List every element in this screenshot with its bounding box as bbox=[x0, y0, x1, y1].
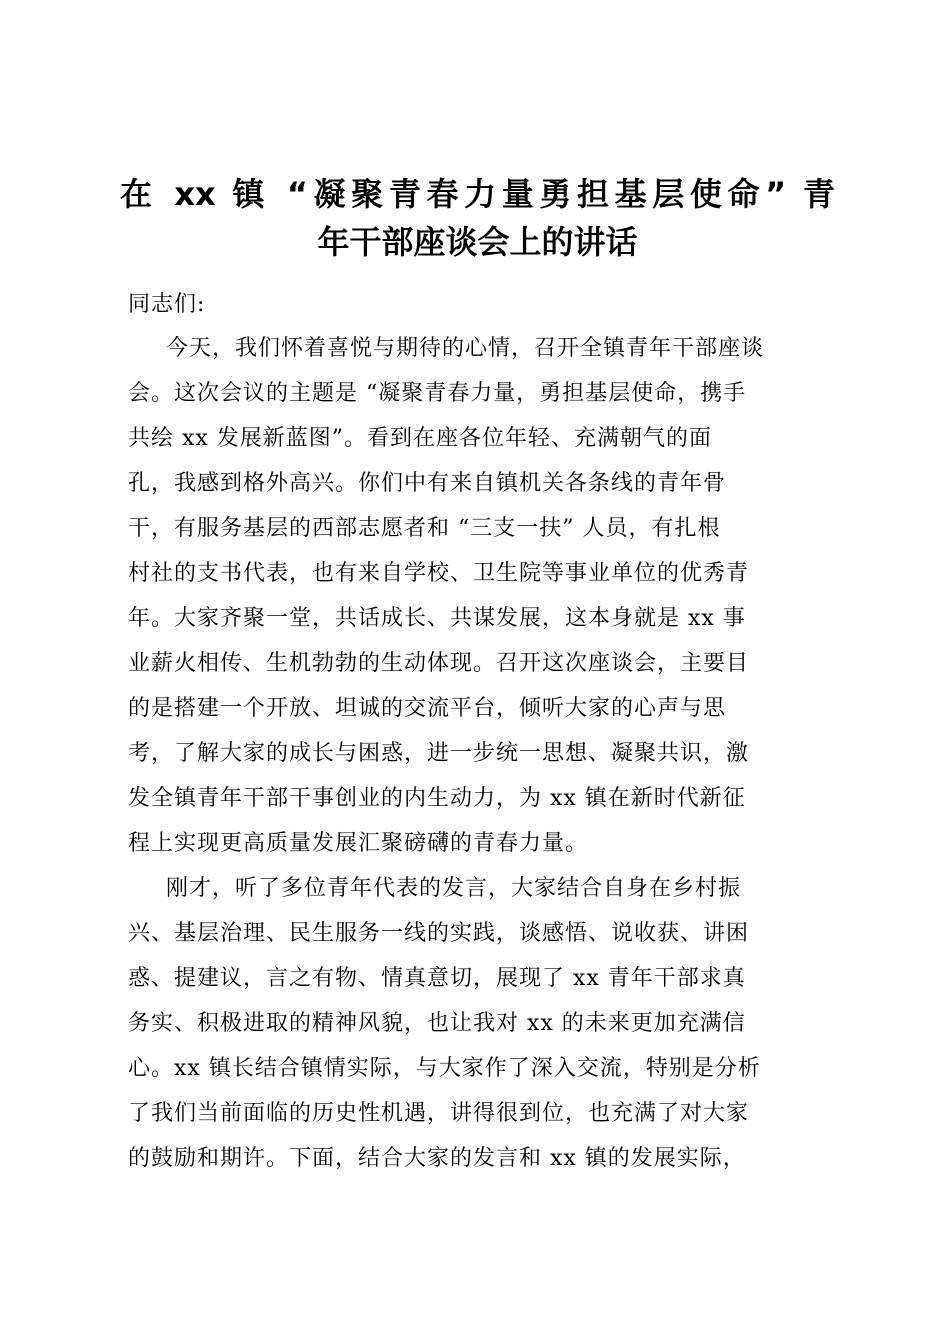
paragraph-line: 发全镇青年干部干事创业的内生动力，为 xx 镇在新时代新征 bbox=[128, 786, 746, 811]
paragraph-line: 的鼓励和期许。下面，结合大家的发言和 xx 镇的发展实际， bbox=[128, 1146, 746, 1171]
paragraph-line: 考，了解大家的成长与困惑，进一步统一思想、凝聚共识，激 bbox=[128, 741, 750, 766]
paragraph-line: 的是搭建一个开放、坦诚的交流平台，倾听大家的心声与思 bbox=[128, 696, 727, 721]
document-title-line-1: 在 xx 镇 “凝聚青春力量勇担基层使命” 青 bbox=[120, 175, 835, 213]
paragraph-line: 程上实现更高质量发展汇聚磅礴的青春力量。 bbox=[128, 831, 589, 856]
paragraph-line: 共绘 xx 发展新蓝图”。看到在座各位年轻、充满朝气的面 bbox=[128, 426, 713, 451]
paragraph-line: 兴、基层治理、民生服务一线的实践，谈感悟、说收获、讲困 bbox=[128, 921, 750, 946]
paragraph-line: 心。xx 镇长结合镇情实际，与大家作了深入交流，特别是分析 bbox=[128, 1056, 761, 1081]
paragraph-line: 刚才，听了多位青年代表的发言，大家结合自身在乡村振 bbox=[166, 876, 742, 901]
paragraph-line: 今天，我们怀着喜悦与期待的心情，召开全镇青年干部座谈 bbox=[166, 336, 765, 361]
paragraph-line: 会。这次会议的主题是 “凝聚青春力量，勇担基层使命，携手 bbox=[128, 381, 747, 406]
paragraph-line: 惑、提建议，言之有物、情真意切，展现了 xx 青年干部求真 bbox=[128, 966, 746, 991]
paragraph-line: 孔，我感到格外高兴。你们中有来自镇机关各条线的青年骨 bbox=[128, 471, 727, 496]
paragraph-line: 业薪火相传、生机勃勃的生动体现。召开这次座谈会，主要目 bbox=[128, 651, 750, 676]
paragraph-line: 干，有服务基层的西部志愿者和 “三支一扶” 人员，有扎根 bbox=[128, 516, 721, 541]
salutation: 同志们: bbox=[128, 292, 206, 317]
paragraph-line: 年。大家齐聚一堂，共话成长、共谋发展，这本身就是 xx 事 bbox=[128, 606, 746, 631]
paragraph-line: 务实、积极进取的精神风貌，也让我对 xx 的未来更加充满信 bbox=[128, 1011, 746, 1036]
paragraph-line: 了我们当前面临的历史性机遇，讲得很到位，也充满了对大家 bbox=[128, 1101, 750, 1126]
paragraph-line: 村社的支书代表，也有来自学校、卫生院等事业单位的优秀青 bbox=[128, 561, 750, 586]
document-title-line-2: 年干部座谈会上的讲话 bbox=[317, 223, 638, 261]
